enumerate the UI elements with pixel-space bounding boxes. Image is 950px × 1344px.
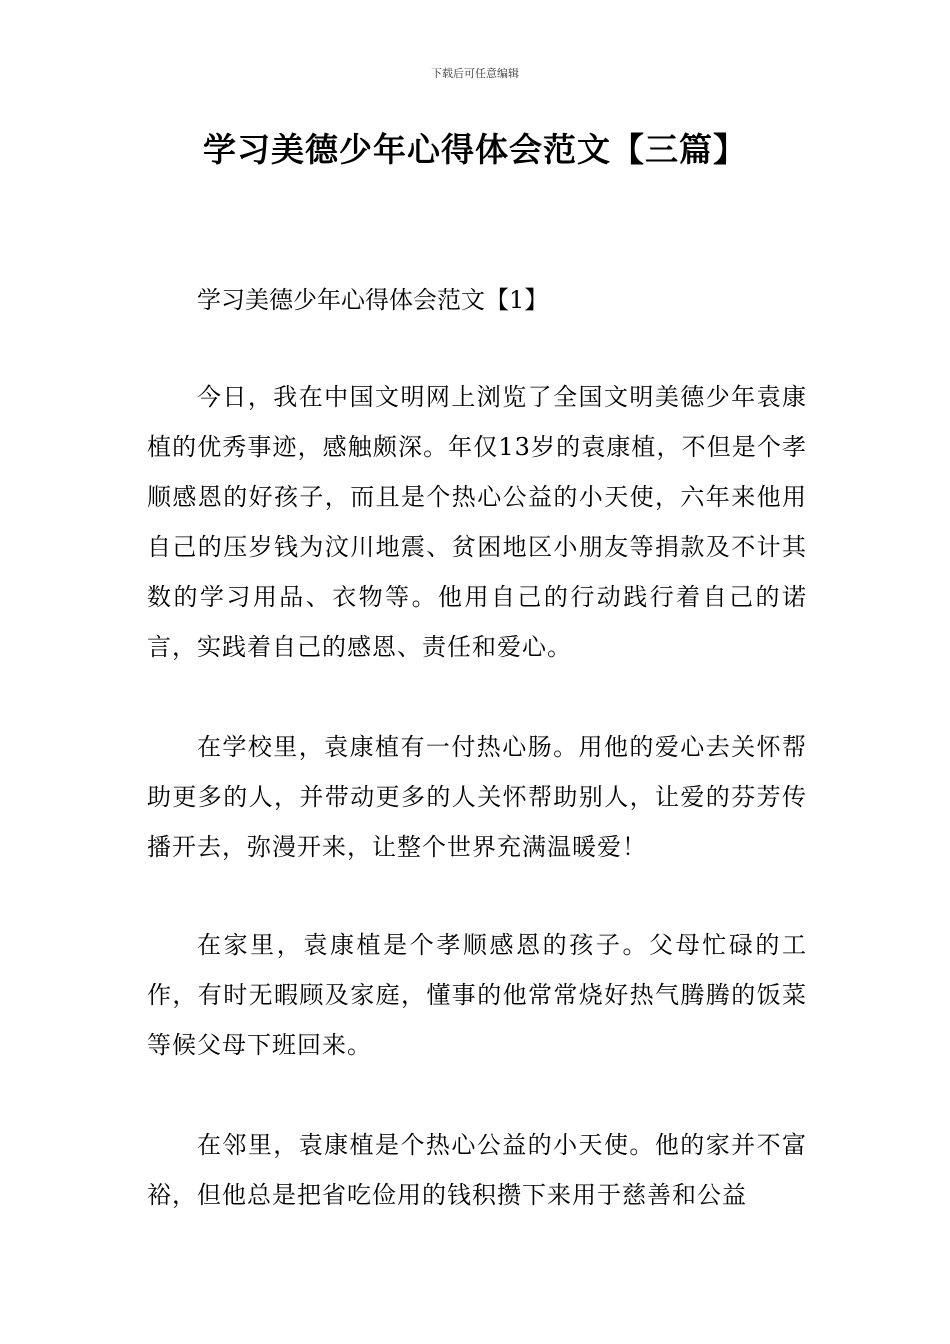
paragraph: 在家里，袁康植是个孝顺感恩的孩子。父母忙碌的工作，有时无暇顾及家庭，懂事的他常常烧好热气腾腾的饭菜等候父母下班回来。 (147, 931, 807, 1059)
paragraph: 在邻里，袁康植是个热心公益的小天使。他的家并不富裕，但他总是把省吃俭用的钱积攒下来用于慈善和公益 (147, 1131, 807, 1209)
document-title: 学习美德少年心得体会范文【三篇】 (203, 130, 747, 169)
header-note: 下载后可任意编辑 (431, 67, 519, 80)
paragraph: 今日，我在中国文明网上浏览了全国文明美德少年袁康植的优秀事迹，感触颇深。年仅13岁的袁康植，不但是个孝顺感恩的好孩子，而且是个热心公益的小天使，六年来他用自己的压岁钱为汶川地震、贫困地区小朋友等捐款及不计其数的学习用品、衣物等。他用自己的行动践行着自己的诺言，实践着自己的感恩、责任和爱心。 (147, 383, 807, 661)
section-heading: 学习美德少年心得体会范文【1】 (197, 286, 549, 314)
paragraph: 在学校里，袁康植有一付热心肠。用他的爱心去关怀帮助更多的人，并带动更多的人关怀帮助别人，让爱的芬芳传播开去，弥漫开来，让整个世界充满温暖爱！ (147, 733, 807, 861)
